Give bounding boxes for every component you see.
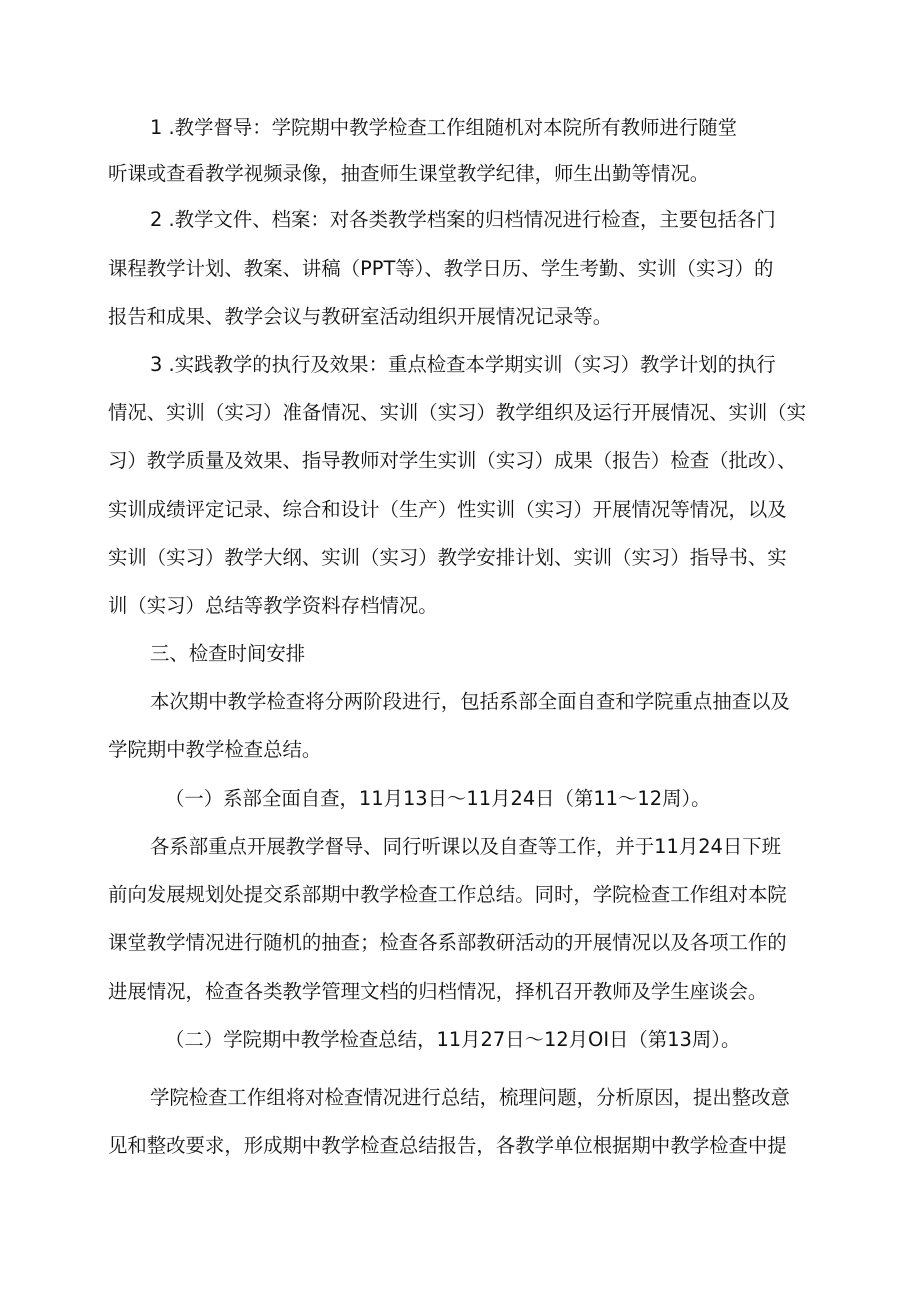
text-line-21: 学院检查工作组将对检查情况进行总结，梳理问题，分析原因，提出整改意 (150, 1086, 790, 1109)
text-line-14: 学院期中教学检查总结。 (108, 738, 322, 761)
text-line-4: 课程教学计划、教案、讲稿（PPT等）、教学日历、学生考勤、实训（实习）的 (108, 257, 774, 280)
text-line-9: 实训成绩评定记录、综合和设计（生产）性实训（实习）开展情况等情况，以及 (108, 498, 787, 521)
text-line-6: 3 .实践教学的执行及效果：重点检查本学期实训（实习）教学计划的执行 (150, 353, 776, 376)
text-line-22: 见和整改要求，形成期中教学检查总结报告，各教学单位根据期中教学检查中提 (108, 1134, 787, 1157)
text-line-8: 习）教学质量及效果、指导教师对学生实训（实习）成果（报告）检查（批改）、 (108, 449, 797, 472)
text-line-13: 本次期中教学检查将分两阶段进行，包括系部全面自查和学院重点抽查以及 (150, 690, 790, 713)
text-line-19: 进展情况，检查各类教学管理文档的归档情况，择机召开教师及学生座谈会。 (108, 980, 768, 1003)
subsection-heading-2: （二）学院期中教学检查总结，11月27日～12月OI日（第13周）。 (165, 1028, 741, 1051)
subsection-heading-1: （一）系部全面自查，11月13日～11月24日（第11～12周）。 (165, 787, 711, 810)
text-line-18: 课堂教学情况进行随机的抽查；检查各系部教研活动的开展情况以及各项工作的 (108, 931, 787, 954)
text-line-16: 各系部重点开展教学督导、同行听课以及自查等工作，并于11月24日下班 (150, 835, 782, 858)
text-line-17: 前向发展规划处提交系部期中教学检查工作总结。同时，学院检查工作组对本院 (108, 883, 787, 906)
text-line-7: 情况、实训（实习）准备情况、实训（实习）教学组织及运行开展情况、实训（实 (108, 401, 807, 424)
text-line-3: 2 .教学文件、档案：对各类教学档案的归档情况进行检查，主要包括各门 (150, 208, 776, 231)
text-line-5: 报告和成果、教学会议与教研室活动组织开展情况记录等。 (108, 305, 613, 328)
text-line-1: 1 .教学督导：学院期中教学检查工作组随机对本院所有教师进行随堂 (150, 116, 737, 139)
text-line-11: 训（实习）总结等教学资料存档情况。 (108, 594, 438, 617)
text-line-10: 实训（实习）教学大纲、实训（实习）教学安排计划、实训（实习）指导书、实 (108, 546, 787, 569)
text-line-2: 听课或查看教学视频录像，抽查师生课堂教学纪律，师生出勤等情况。 (108, 162, 710, 185)
section-heading: 三、检查时间安排 (150, 642, 306, 665)
